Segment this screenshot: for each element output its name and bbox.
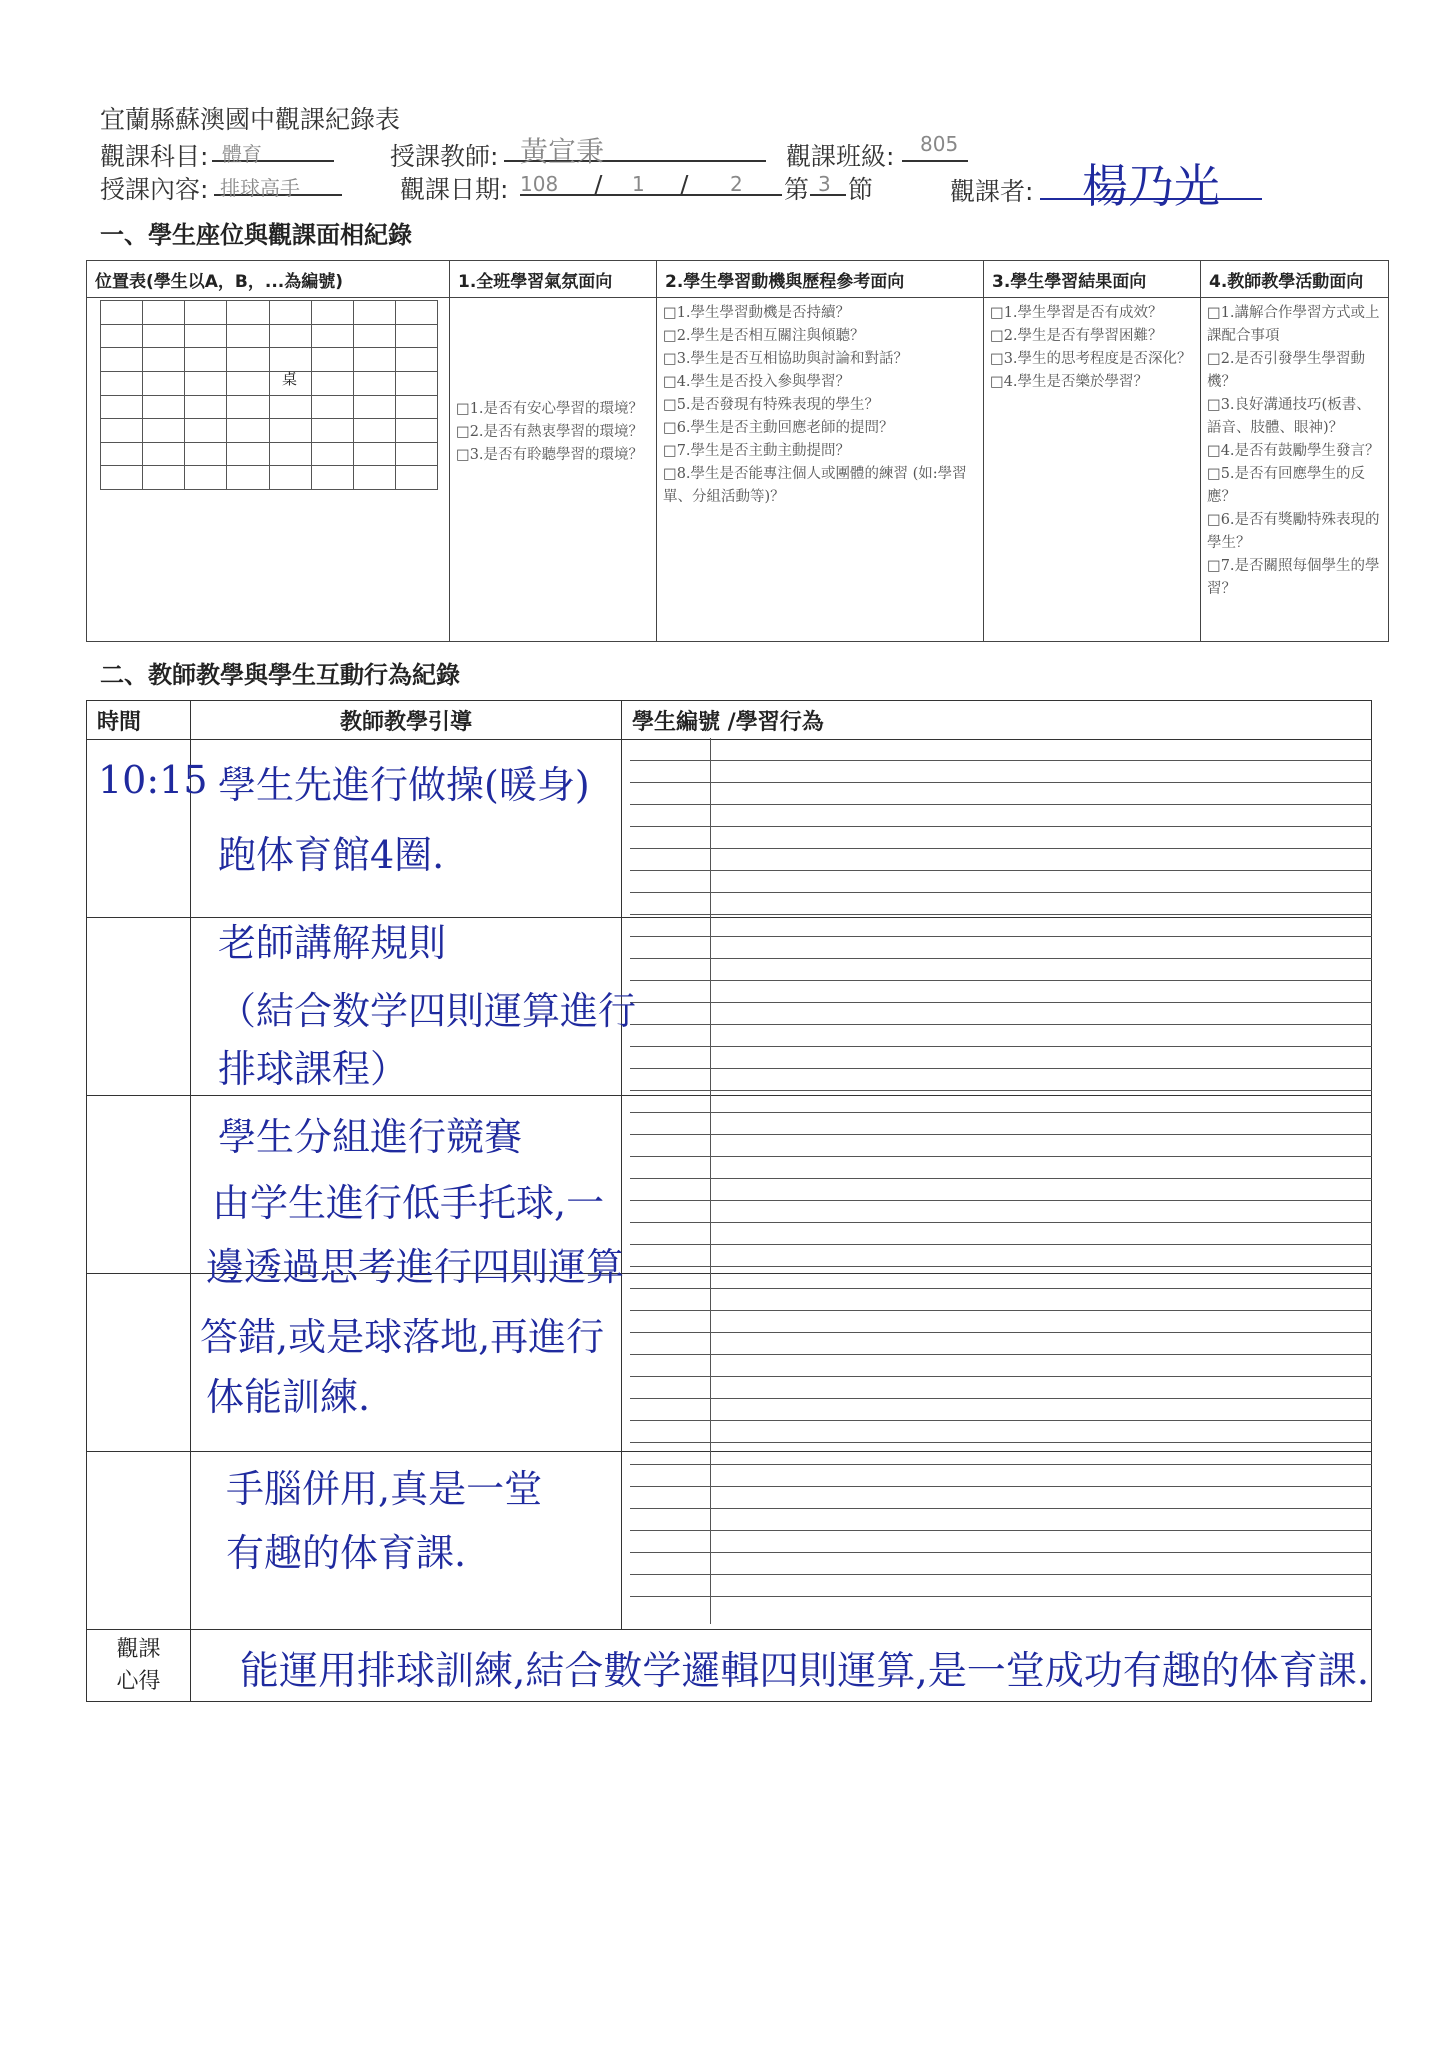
- form-title: 宜蘭縣蘇澳國中觀課紀錄表: [100, 105, 401, 134]
- note-4-line-2: 体能訓練.: [206, 1375, 371, 1419]
- note-2-line-2: （結合数学四則運算進行: [218, 989, 637, 1033]
- note-5-line-1: 手腦併用,真是一堂: [226, 1467, 543, 1511]
- reflection-text: 能運用排球訓練,結合數学邏輯四則運算,是一堂成功有趣的体育課.: [240, 1649, 1370, 1694]
- section2-title: 二、教師教學與學生互動行為紀錄: [100, 661, 460, 689]
- date-day: 2: [730, 172, 743, 196]
- date-sep-1: /: [594, 170, 603, 199]
- motivation-questions: □1.學生學習動機是否持續？ □2.學生是否相互關注與傾聽？ □3.學生是否互相協助與討論和對話？ □4.學生是否投入參與學習？ □5.是否發現有特殊表現的學生？ □6.學生是否主動回應老師的提問？ □7.學生是否主動主動提問？ □8.學生是否能專注個人或團體的練習 (如:學習單、分組活動等)？: [657, 298, 984, 642]
- student-ruled-lines: [630, 738, 1372, 1624]
- observer-signature: 楊乃光: [1082, 159, 1220, 213]
- note-4-line-1: 答錯,或是球落地,再進行: [200, 1315, 605, 1359]
- col-outcome-header: 3.學生學習結果面向: [984, 261, 1201, 298]
- note-3-line-1: 學生分組進行競賽: [218, 1115, 523, 1159]
- time-cell-3: [87, 1096, 191, 1274]
- date-year: 108: [520, 172, 559, 196]
- observer-label: 觀課者:: [950, 177, 1034, 206]
- class-label: 觀課班級:: [786, 142, 895, 171]
- seat-grid: [100, 300, 438, 490]
- desk-label: 桌: [282, 370, 298, 388]
- note-2-line-1: 老師講解規則: [218, 921, 447, 965]
- date-sep-2: /: [680, 170, 689, 199]
- class-underline: [902, 160, 968, 162]
- col-motivation-header: 2.學生學習動機與歷程參考面向: [657, 261, 984, 298]
- col-atmosphere-header: 1.全班學習氣氛面向: [450, 261, 657, 298]
- period-suffix: 節: [848, 175, 874, 204]
- note-3-line-2: 由学生進行低手托球,一: [212, 1181, 605, 1225]
- col-time-header: 時間: [87, 701, 191, 740]
- col-student-header: 學生編號 /學習行為: [622, 701, 1372, 740]
- content-value: 排球高手: [220, 176, 300, 200]
- period-value: 3: [818, 172, 831, 196]
- subject-value: 體育: [222, 142, 262, 166]
- note-1-line-2: 跑体育館4圈.: [218, 833, 445, 877]
- col-guide-header: 教師教學引導: [191, 701, 622, 740]
- content-label: 授課內容:: [100, 175, 209, 204]
- teacher-value: 黃宣秉: [520, 135, 605, 168]
- teacher-label: 授課教師:: [390, 142, 499, 171]
- time-cell-4: [87, 1274, 191, 1452]
- class-value: 805: [920, 132, 959, 156]
- date-month: 1: [632, 172, 645, 196]
- note-1-line-1: 學生先進行做操(暖身): [218, 763, 590, 807]
- note-2-line-3: 排球課程）: [218, 1047, 409, 1091]
- atmosphere-questions: □1.是否有安心學習的環境？ □2.是否有熱衷學習的環境？ □3.是否有聆聽學習的環境？: [450, 298, 657, 642]
- time-entry: 10:15: [98, 758, 208, 802]
- time-cell-5: [87, 1452, 191, 1630]
- teaching-questions: □1.講解合作學習方式或上課配合事項 □2.是否引發學生學習動機？ □3.良好溝通技巧(板書、語音、肢體、眼神)？ □4.是否有鼓勵學生發言？ □5.是否有回應學生的反應？ □6.是否有獎勵特殊表現的學生？ □7.是否關照每個學生的學習？: [1201, 298, 1389, 642]
- period-prefix: 第: [784, 175, 810, 204]
- section1-title: 一、學生座位與觀課面相紀錄: [100, 221, 412, 249]
- guide-cell-4: [191, 1274, 622, 1452]
- note-3-line-3: 邊透過思考進行四則運算: [206, 1245, 625, 1289]
- outcome-questions: □1.學生學習是否有成效？ □2.學生是否有學習困難？ □3.學生的思考程度是否深化？ □4.學生是否樂於學習？: [984, 298, 1201, 642]
- date-label: 觀課日期:: [400, 175, 509, 204]
- time-cell-2: [87, 918, 191, 1096]
- note-5-line-2: 有趣的体育課.: [226, 1531, 467, 1575]
- subject-label: 觀課科目:: [100, 142, 209, 171]
- col-teaching-header: 4.教師教學活動面向: [1201, 261, 1389, 298]
- col-seat-header: 位置表(學生以A，B，...為編號): [87, 261, 450, 298]
- reflection-label-cell: 觀課 心得: [87, 1630, 191, 1702]
